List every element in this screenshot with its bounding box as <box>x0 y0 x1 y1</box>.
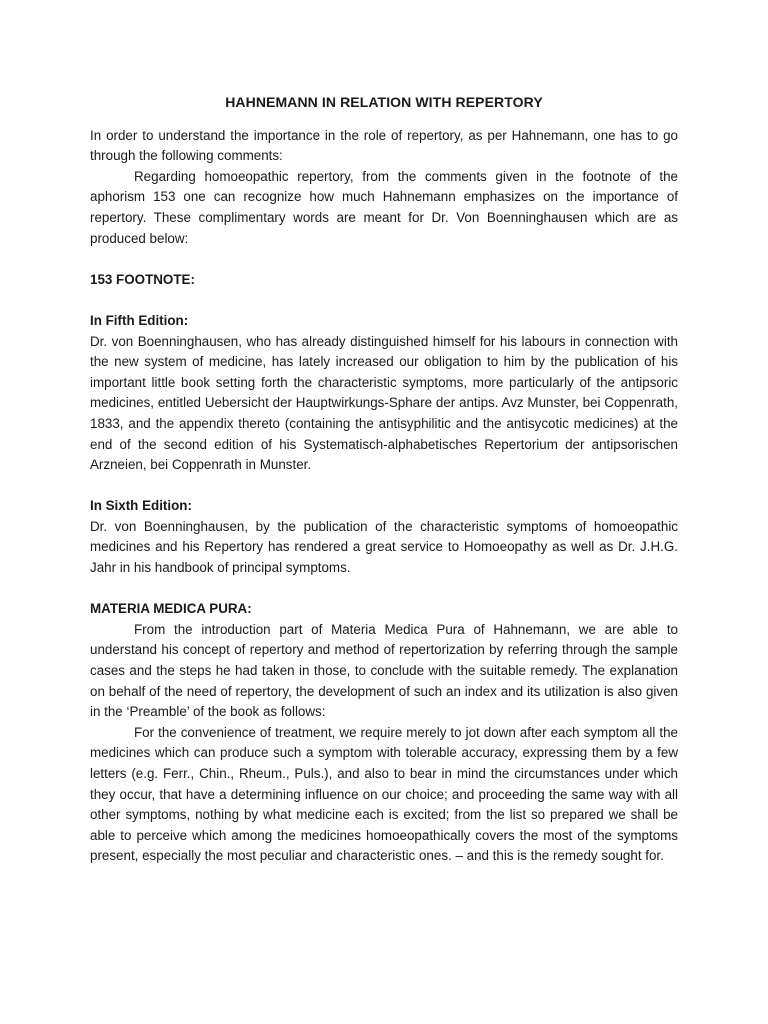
sixth-edition-text: Dr. von Boenninghausen, by the publication of the characteristic symptoms of homoeopathic medicines and his Repertory has rendered a great service to Homoeopathy as well as Dr. J.H.G. Jahr in his handbook of principal symptoms. <box>90 518 678 576</box>
document-page <box>90 92 678 867</box>
materia-medica-paragraph-2: For the convenience of treatment, we require merely to jot down after each symptom all the medicines which can produce such a symptom with tolerable accuracy, expressing them by a few letters (e.g. Ferr., Chin., Rheum., Puls.), and also to bear in mind the circumstances under which they occur, that have a determining influence on our choice; and proceeding the same way with all other symptoms, nothing by what medicine each is excited; from the list so prepared we shall be able to perceive which among the medicines homoeopathically covers the most of the symptoms present, especially the most peculiar and characteristic ones. – and this is the remedy sought for. <box>90 724 678 864</box>
intro-paragraph: In order to understand the importance in the role of repertory, as per Hahnemann, one has to go through the following comments: <box>90 127 678 164</box>
spacer <box>90 476 678 497</box>
materia-medica-heading: MATERIA MEDICA PURA: <box>90 601 252 617</box>
fifth-edition-text: Dr. von Boenninghausen, who has already distinguished himself for his labours in connection with the new system of medicine, has lately increased our obligation to him by the publication of his important little book setting forth the characteristic symptoms, more particularly of the antipsoric medicines, entitled Uebersicht der Hauptwirkungs-Sphare der antips. Avz Munster, bei Coppenrath, 1833, and the appendix thereto (containing the antisyphilitic and the antisycotic medicines) at the end of the second edition of his Systematisch-alphabetisches Repertorium der antipsorischen Arzneien, bei Coppenrath in Munster. <box>90 333 678 473</box>
fifth-edition-heading: In Fifth Edition: <box>90 312 189 328</box>
spacer <box>90 579 678 600</box>
sixth-edition-heading: In Sixth Edition: <box>90 498 192 514</box>
spacer <box>90 249 678 270</box>
spacer <box>90 290 678 311</box>
materia-medica-paragraph-1: From the introduction part of Materia Medica Pura of Hahnemann, we are able to understand his concept of repertory and method of repertorization by referring through the sample cases and the steps he had taken in those, to conclude with the suitable remedy. The explanation on behalf of the need of repertory, the development of such an index and its utilization is also given in the ‘Preamble’ of the book as follows: <box>90 621 678 720</box>
page-title: HAHNEMANN IN RELATION WITH REPERTORY <box>225 94 543 110</box>
repertory-paragraph: Regarding homoeopathic repertory, from the comments given in the footnote of the aphorism 153 one can recognize how much Hahnemann emphasizes on the importance of repertory. These complimentary words are meant for Dr. Von Boenninghausen which are as produced below: <box>90 168 678 246</box>
footnote-heading: 153 FOOTNOTE: <box>90 271 195 287</box>
